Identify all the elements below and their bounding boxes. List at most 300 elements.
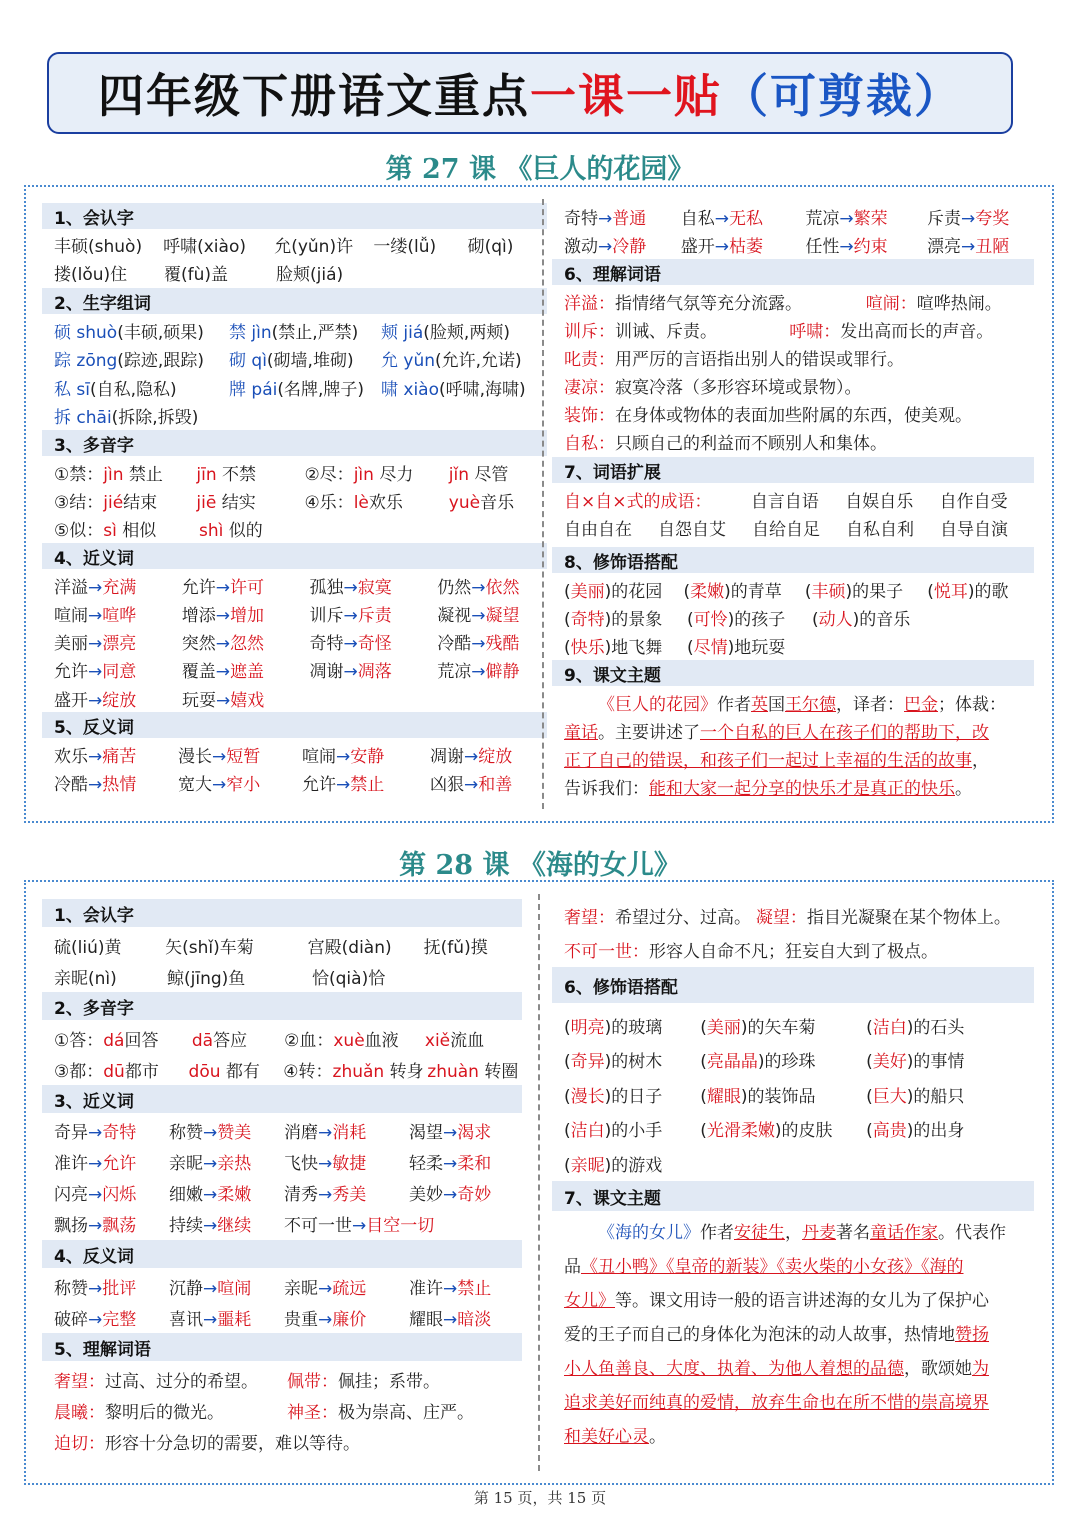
- pinyin: dá: [103, 1030, 125, 1051]
- word-group: (脸颊,两颊): [423, 322, 510, 343]
- bracket: ): [906, 1086, 914, 1107]
- vocab-item: 亲昵(nì): [54, 968, 117, 989]
- arrow-icon: →: [318, 1278, 333, 1299]
- modifier-phrase: [564, 1013, 700, 1038]
- noun: 的事情: [913, 1052, 965, 1072]
- polyphone-item: [54, 488, 196, 513]
- term: 自私：: [564, 433, 615, 454]
- modifier-phrase: [866, 1047, 1034, 1072]
- word-pair: [54, 657, 182, 682]
- modifier-phrase: [564, 1116, 700, 1141]
- bracket: (: [687, 637, 694, 658]
- word: 允许: [181, 577, 216, 598]
- paired-word: 增加: [229, 605, 264, 626]
- content-row: [42, 684, 547, 712]
- pinyin: jīn: [196, 464, 217, 485]
- section-heading: 9、课文主题: [552, 660, 1034, 686]
- arrow-icon: →: [443, 1309, 458, 1330]
- character-pinyin: 砌 qì: [229, 351, 267, 371]
- content-row: [552, 900, 1034, 930]
- paired-word: 飘荡: [102, 1215, 137, 1236]
- content-row: [552, 1284, 1034, 1312]
- word-pair: [178, 742, 302, 767]
- content-row: [552, 716, 1034, 744]
- content-row: [552, 287, 1034, 315]
- paired-word: 依然: [485, 577, 520, 598]
- word-pair: [430, 742, 540, 767]
- example-word: 转圈: [478, 1061, 519, 1082]
- arrow-icon: →: [318, 1184, 333, 1205]
- arrow-icon: →: [839, 208, 854, 229]
- content-row: [552, 575, 1034, 603]
- content-row: [42, 571, 547, 599]
- theme-text: 童话: [564, 722, 598, 743]
- modifier-phrase: [564, 1082, 700, 1107]
- arrow-icon: →: [471, 605, 486, 626]
- word-pair: [284, 1211, 435, 1236]
- word-pair: [681, 204, 806, 229]
- paired-word: 廉价: [332, 1309, 367, 1330]
- modifier: 洁白: [570, 1121, 605, 1141]
- word: 覆盖: [181, 662, 216, 683]
- word-pair: [409, 1305, 519, 1330]
- paired-word: 充满: [102, 577, 137, 598]
- noun: 的装饰品: [747, 1086, 816, 1107]
- noun: 的出身: [913, 1121, 965, 1141]
- word-pair: [309, 573, 437, 598]
- content-row: [42, 961, 522, 991]
- polyphone-item: [304, 488, 448, 513]
- bracket: ): [906, 1121, 914, 1141]
- bracket: ): [604, 1121, 612, 1141]
- content-row: [42, 316, 547, 344]
- modifier: 高贵: [872, 1121, 907, 1141]
- bracket: (: [700, 1017, 707, 1038]
- vocab-item: 矢(shǐ)车菊: [165, 937, 254, 958]
- noun: 的皮肤: [781, 1121, 833, 1141]
- word: 仍然: [437, 577, 472, 598]
- pinyin: shì: [199, 520, 224, 541]
- lesson28-left-column: [42, 882, 522, 1483]
- word-pair: [54, 686, 182, 711]
- paired-word: 窄小: [226, 774, 261, 795]
- example-word: 不禁: [216, 464, 257, 485]
- noun: 的花园: [611, 581, 663, 602]
- word-group: (踪迹,跟踪): [117, 351, 204, 371]
- polyphone-item: [54, 1057, 189, 1082]
- word: 冷酷: [437, 634, 472, 655]
- polyphone-item: [196, 460, 304, 485]
- vocab-item: 宫殿(diàn): [307, 937, 392, 958]
- content-row: [552, 934, 1034, 964]
- term: 凄凉：: [564, 377, 615, 398]
- content-row: [42, 1146, 522, 1176]
- word: 渴望: [409, 1122, 443, 1143]
- example-word: 都市: [124, 1061, 159, 1082]
- bracket: ): [967, 581, 975, 602]
- paired-word: 斥责: [357, 605, 392, 626]
- bracket: (: [700, 1121, 707, 1141]
- polyphone-item: [449, 460, 547, 485]
- term: 呼啸：: [789, 321, 841, 342]
- meaning: 指情绪气氛等充分流露。: [615, 293, 802, 314]
- arrow-icon: →: [318, 1122, 333, 1143]
- meaning: 寂寞冷落（多形容环境或景物）。: [615, 377, 862, 398]
- word: 亲昵: [284, 1278, 318, 1299]
- noun: 的游戏: [611, 1155, 663, 1176]
- content-row: [552, 1420, 1034, 1448]
- word: 亲昵: [169, 1153, 203, 1174]
- section-heading: 6、理解词语: [552, 259, 1034, 285]
- polyphone-char: ②血：: [284, 1030, 334, 1051]
- vocab-item: 鲸(jīng)鱼: [167, 968, 246, 989]
- polyphone-item: [192, 1026, 284, 1051]
- modifier: 可怜: [693, 609, 728, 630]
- modifier-phrase: [687, 605, 812, 630]
- arrow-icon: →: [464, 774, 479, 795]
- theme-text: 。: [649, 1426, 666, 1447]
- character-pinyin: 颊 jiá: [381, 322, 424, 343]
- bracket: (: [700, 1052, 707, 1072]
- pinyin: dū: [103, 1061, 125, 1082]
- arrow-icon: →: [336, 774, 351, 795]
- word-pair: [309, 657, 437, 682]
- arrow-icon: →: [203, 1278, 218, 1299]
- example-word: 答应: [213, 1030, 248, 1051]
- word-pair: [182, 573, 310, 598]
- word-group: (丰硕,硕果): [117, 322, 204, 343]
- definition: [564, 903, 756, 928]
- noun: 的石头: [913, 1017, 965, 1038]
- bracket: ): [604, 1086, 612, 1107]
- content-row: [552, 631, 1034, 659]
- polyphone-item: [425, 1026, 522, 1051]
- content-row: [42, 599, 547, 627]
- bracket: ): [740, 1017, 748, 1038]
- arrow-icon: →: [471, 577, 486, 598]
- content-row: [552, 1216, 1034, 1244]
- theme-text: 丹麦: [802, 1222, 836, 1243]
- modifier-phrase: [700, 1082, 866, 1107]
- definition: [756, 903, 1034, 928]
- term: 喧闹：: [865, 293, 917, 314]
- definition: [866, 289, 1034, 314]
- example-word: 音乐: [480, 492, 515, 513]
- bracket: (: [927, 581, 934, 602]
- paired-word: 完整: [102, 1309, 137, 1330]
- character-word-group: [381, 375, 541, 400]
- vocab-item: 允(yǔn)许: [274, 236, 354, 257]
- word-pair: [409, 1118, 519, 1143]
- word-group: (自私,隐私): [89, 379, 177, 400]
- pinyin: lè: [353, 492, 369, 513]
- arrow-icon: →: [443, 1122, 458, 1143]
- content-row: [42, 1271, 522, 1301]
- arrow-icon: →: [203, 1153, 218, 1174]
- polyphone-item: [283, 1057, 427, 1082]
- word: 飞快: [284, 1153, 318, 1174]
- word: 任性: [805, 236, 840, 257]
- paired-word: 允许: [102, 1153, 137, 1174]
- word: 称赞: [54, 1278, 88, 1299]
- word-pair: [409, 1274, 519, 1299]
- content-row: [42, 628, 547, 656]
- paired-word: 遮盖: [229, 662, 264, 683]
- noun: 的树木: [611, 1052, 663, 1072]
- theme-text: 品: [564, 1256, 581, 1277]
- theme-text: 作者: [700, 1222, 734, 1243]
- polyphone-item: [199, 516, 309, 541]
- vocab-item: 恰(qià)恰: [312, 968, 386, 989]
- theme-text: 《丑小鸭》《皇帝的新装》《卖火柴的小女孩》《海的: [581, 1256, 964, 1277]
- word: 飘扬: [54, 1215, 88, 1236]
- word: 细嫩: [169, 1184, 203, 1205]
- arrow-icon: →: [88, 634, 103, 655]
- bracket: (: [564, 1155, 571, 1176]
- definition: [564, 401, 1034, 426]
- theme-text: 等。课文用诗一般的语言讲述海的女儿为了保护心: [615, 1290, 989, 1311]
- example-word: 欢乐: [368, 492, 403, 513]
- paired-word: 残酷: [485, 634, 520, 655]
- meaning: 极为崇高、庄严。: [338, 1402, 475, 1423]
- word-pair: [309, 629, 437, 654]
- theme-text: 《巨人的花园》: [598, 694, 717, 715]
- bracket: ): [604, 581, 612, 602]
- definition: [564, 373, 1034, 398]
- modifier-phrase: [687, 633, 847, 658]
- paired-word: 嬉戏: [230, 690, 265, 711]
- word-pair: [430, 770, 540, 795]
- arrow-icon: →: [598, 236, 613, 257]
- arrow-icon: →: [215, 662, 230, 683]
- word-pair: [302, 770, 430, 795]
- word: 贵重: [284, 1309, 318, 1330]
- pinyin: xiě: [424, 1030, 451, 1051]
- character-word-group: [381, 318, 541, 343]
- paired-word: 批评: [102, 1278, 137, 1299]
- word: 荒凉: [805, 208, 840, 229]
- modifier: 亮晶晶: [706, 1052, 758, 1072]
- example-word: 回答: [124, 1030, 159, 1051]
- content-row: [42, 373, 547, 401]
- term: 装饰：: [564, 405, 615, 426]
- word: 喧闹: [302, 746, 336, 767]
- theme-text: 能和大家一起分享的快乐才是真正的快乐: [649, 778, 955, 799]
- theme-text: 追求美好而纯真的爱情，放弃生命也在所不惜的崇高境界: [564, 1392, 989, 1413]
- theme-text: 英: [751, 694, 768, 715]
- pinyin: dā: [191, 1030, 214, 1051]
- bracket: ): [604, 1052, 612, 1072]
- word-pair: [54, 601, 182, 626]
- word: 奇特: [564, 208, 598, 229]
- paired-word: 短暂: [226, 746, 261, 767]
- paired-word: 约束: [853, 236, 888, 257]
- paired-word: 和善: [478, 774, 513, 795]
- bracket: ): [740, 1086, 748, 1107]
- polyphone-char: ①答：: [54, 1030, 104, 1051]
- word: 喧闹: [54, 605, 88, 626]
- character-word-group: [381, 346, 541, 371]
- word-pair: [409, 1149, 519, 1174]
- theme-text: 安徒生: [734, 1222, 785, 1243]
- word-pair: [54, 1180, 169, 1205]
- bracket: ): [724, 581, 731, 602]
- paired-word: 噩耗: [217, 1309, 252, 1330]
- word: 斥责: [926, 208, 961, 229]
- modifier-phrase: [866, 1116, 1034, 1141]
- word-pair: [169, 1211, 284, 1236]
- term: 凝望：: [755, 907, 807, 928]
- paired-word: 秀美: [332, 1184, 367, 1205]
- word-pair: [182, 601, 310, 626]
- paired-word: 枯萎: [729, 236, 764, 257]
- character-pinyin: 啸 xiào: [381, 379, 440, 400]
- pinyin: xuè: [333, 1030, 365, 1051]
- theme-text: 。: [955, 778, 972, 799]
- word-pair: [54, 1305, 169, 1330]
- word: 允许: [54, 662, 88, 683]
- paired-word: 绽放: [102, 690, 137, 711]
- content-row: [552, 603, 1034, 631]
- pinyin: sì: [103, 520, 117, 541]
- arrow-icon: →: [215, 605, 230, 626]
- content-row: [42, 258, 547, 286]
- paired-word: 柔和: [457, 1153, 492, 1174]
- arrow-icon: →: [714, 236, 730, 257]
- paired-word: 僻静: [485, 662, 520, 683]
- word-pair: [927, 232, 1034, 257]
- arrow-icon: →: [88, 1122, 103, 1143]
- lesson28-card: [24, 880, 1054, 1485]
- noun: 的珍珠: [764, 1052, 816, 1072]
- word: 美妙: [409, 1184, 443, 1205]
- polyphone-item: [196, 488, 304, 513]
- word-pair: [284, 1118, 409, 1143]
- noun: 地玩耍: [734, 637, 786, 658]
- content-row: [552, 343, 1034, 371]
- paired-word: 丑陋: [975, 236, 1010, 257]
- polyphone-item: [54, 460, 196, 485]
- theme-text: 告诉我们：: [564, 778, 649, 799]
- idiom: 自作自受: [939, 491, 1008, 512]
- pinyin: jǐn: [448, 464, 470, 485]
- character-word-group: [54, 346, 229, 371]
- definition: [54, 1429, 522, 1454]
- word: 美丽: [54, 634, 88, 655]
- paired-word: 喧闹: [217, 1278, 252, 1299]
- arrow-icon: →: [88, 577, 103, 598]
- arrow-icon: →: [343, 605, 358, 626]
- vocab-item: 自导自演: [940, 519, 1008, 540]
- word-pair: [437, 601, 547, 626]
- arrow-icon: →: [203, 1184, 218, 1205]
- theme-text: ；体裁：: [938, 694, 1006, 715]
- modifier-phrase: [866, 1082, 1034, 1107]
- content-row: [42, 230, 547, 258]
- definition: [564, 289, 866, 314]
- bracket: (: [866, 1086, 873, 1107]
- modifier: 亲昵: [570, 1155, 605, 1176]
- character-pinyin: 牌 pái: [229, 379, 278, 400]
- example-word: 结束: [123, 492, 158, 513]
- content-row: [552, 230, 1034, 258]
- noun: 的矢车菊: [747, 1017, 816, 1038]
- paired-word: 奇特: [102, 1122, 137, 1143]
- arrow-icon: →: [471, 634, 486, 655]
- word-pair: [182, 686, 310, 711]
- polyphone-char: ②尽：: [304, 464, 354, 485]
- word: 训斥: [309, 605, 344, 626]
- example-word: 都有: [220, 1061, 260, 1082]
- term: 晨曦：: [54, 1402, 105, 1423]
- section-heading: 2、生字组词: [42, 288, 547, 314]
- paired-word: 喧哗: [102, 605, 137, 626]
- word-pair: [564, 204, 681, 229]
- definition: [564, 429, 1034, 454]
- content-row: [42, 458, 547, 486]
- theme-text: 女儿》: [564, 1290, 615, 1311]
- content-row: [42, 402, 547, 430]
- pinyin: jìn: [353, 464, 374, 485]
- word-pair: [54, 770, 178, 795]
- vocab-item: 覆(fù)盖: [164, 264, 229, 285]
- polyphone-item: [427, 1057, 522, 1082]
- noun: 的果子: [852, 581, 904, 602]
- polyphone-char: ④转：: [283, 1061, 333, 1082]
- word: 轻柔: [409, 1153, 443, 1174]
- theme-text: 和美好心灵: [564, 1426, 649, 1447]
- modifier-phrase: [564, 1047, 700, 1072]
- bracket: ): [906, 1017, 914, 1038]
- arrow-icon: →: [343, 634, 358, 655]
- character-word-group: [229, 346, 381, 371]
- paired-word: 痛苦: [102, 746, 137, 767]
- term: 洋溢：: [564, 293, 615, 314]
- banner-title: 四年级下册语文重点: [98, 69, 530, 123]
- bracket: ): [906, 1052, 914, 1072]
- paired-word: 绽放: [478, 746, 513, 767]
- paired-word: 消耗: [332, 1122, 367, 1143]
- banner-highlight: 一课一贴: [530, 69, 722, 123]
- word-pair: [169, 1180, 284, 1205]
- word: 漂亮: [926, 236, 961, 257]
- character-pinyin: 私 sī: [54, 379, 90, 400]
- arrow-icon: →: [443, 1153, 458, 1174]
- modifier-phrase: [866, 1013, 1034, 1038]
- arrow-icon: →: [203, 1309, 218, 1330]
- bracket: ): [852, 609, 860, 630]
- example-word: 相似: [116, 520, 157, 541]
- meaning: 佩挂；系带。: [338, 1371, 441, 1392]
- noun: 的音乐: [859, 609, 911, 630]
- noun: 的孩子: [734, 609, 786, 630]
- modifier: 光滑柔嫩: [706, 1121, 775, 1141]
- content-row: [552, 427, 1034, 455]
- arrow-icon: →: [88, 662, 103, 683]
- term: 奢望：: [564, 907, 615, 928]
- section-heading: 4、近义词: [42, 543, 547, 569]
- content-row: [42, 1023, 522, 1053]
- theme-text: 一个自私的巨人在孩子们的帮助下，改: [700, 722, 989, 743]
- lesson27-title: 第 27 课 《巨人的花园》: [385, 154, 695, 185]
- arrow-icon: →: [88, 774, 103, 795]
- word: 持续: [169, 1215, 203, 1236]
- bracket: ): [604, 637, 612, 658]
- modifier: 洁白: [872, 1017, 907, 1038]
- paired-word: 亲热: [217, 1153, 252, 1174]
- paired-word: 闪烁: [102, 1184, 137, 1205]
- paired-word: 无私: [729, 208, 764, 229]
